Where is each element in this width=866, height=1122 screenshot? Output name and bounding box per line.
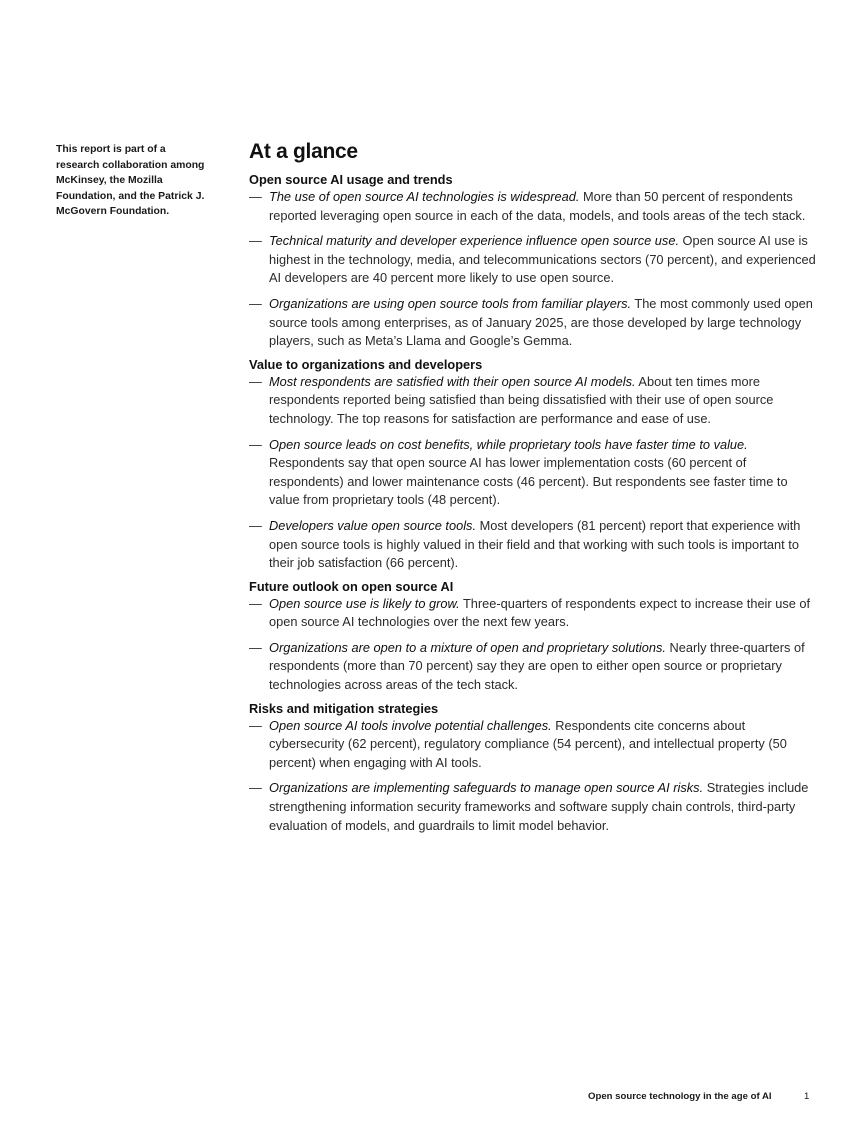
item-lead: Organizations are implementing safeguards to manage open source AI risks. (269, 780, 704, 796)
list-item (249, 639, 819, 695)
em-dash-bullet-icon: — (249, 717, 262, 733)
section-heading: Value to organizations and developers (249, 356, 483, 372)
em-dash-bullet-icon: — (249, 639, 262, 655)
item-text: Respondents say that open source AI has lower implementation costs (60 percent of respondents) and lower maintenance costs (46 percent). But respondents see faster time to value from proprietary tools (48 percent). (269, 455, 788, 508)
section-future-outlook (249, 578, 819, 695)
em-dash-bullet-icon: — (249, 595, 262, 611)
list-item (249, 188, 819, 225)
item-lead: Open source leads on cost benefits, while proprietary tools have faster time to value. (269, 436, 748, 452)
list-item (249, 373, 819, 429)
item-lead: Most respondents are satisfied with their open source AI models. (269, 373, 636, 389)
page-title: At a glance (249, 140, 358, 163)
bullet-list (249, 717, 819, 836)
section-risks (249, 700, 819, 836)
bullet-list (249, 595, 819, 695)
list-item (249, 436, 819, 510)
item-lead: Open source AI tools involve potential challenges. (269, 717, 552, 733)
item-lead: Organizations are open to a mixture of open and proprietary solutions. (269, 639, 666, 655)
list-item (249, 717, 819, 773)
list-item (249, 295, 819, 351)
list-item (249, 517, 819, 573)
section-heading: Future outlook on open source AI (249, 578, 454, 594)
bullet-list (249, 373, 819, 573)
footer-title: Open source technology in the age of AI (588, 1091, 772, 1102)
item-lead: Technical maturity and developer experience influence open source use. (269, 233, 679, 249)
item-text: More than 50 percent of respondents reported leveraging open source in each of the data, models, and tools areas of the tech stack. (269, 189, 806, 223)
item-text: Nearly three-quarters of respondents (more than 70 percent) say they are open to either open source or proprietary technologies across areas of the tech stack. (269, 639, 805, 693)
section-value (249, 356, 819, 573)
em-dash-bullet-icon: — (249, 295, 262, 311)
item-lead: Open source use is likely to grow. (269, 595, 460, 611)
sidenote: This report is part of a research collaboration among McKinsey, the Mozilla Foundation, and the Patrick J. McGovern Foundation. (56, 144, 205, 217)
list-item (249, 779, 819, 835)
item-lead: The use of open source AI technologies is widespread. (269, 189, 580, 204)
item-text: Strategies include strengthening information security frameworks and software supply chain controls, third-party evaluation of models, and guardrails to limit model behavior. (269, 780, 809, 833)
main-content (249, 139, 819, 840)
item-text: About ten times more respondents reported being satisfied than being dissatisfied with their use of open source technology. The top reasons for satisfaction are performance and ease of use. (269, 373, 774, 426)
em-dash-bullet-icon: — (249, 517, 262, 533)
section-heading: Risks and mitigation strategies (249, 700, 439, 716)
item-text: Open source AI use is highest in the technology, media, and telecommunications sectors (70 percent), and experienced AI developers are 40 percent more likely to use open source. (269, 233, 816, 286)
item-text: Respondents cite concerns about cybersecurity (62 percent), regulatory compliance (54 percent), and intellectual property (50 percent) when engaging with AI tools. (269, 717, 787, 770)
bullet-list (249, 188, 819, 351)
em-dash-bullet-icon: — (249, 233, 262, 249)
item-text: Most developers (81 percent) report that experience with open source tools is highly valued in their field and that working with such tools is important to their job satisfaction (66 percent). (269, 517, 801, 571)
item-text: Three-quarters of respondents expect to increase their use of open source AI technologies over the next few years. (269, 595, 811, 630)
section-heading: Open source AI usage and trends (249, 172, 453, 187)
page-number: 1 (804, 1091, 810, 1102)
list-item (249, 232, 819, 288)
item-lead: Organizations are using open source tools from familiar players. (269, 295, 632, 311)
section-usage-trends (249, 171, 819, 351)
em-dash-bullet-icon: — (249, 780, 262, 796)
em-dash-bullet-icon: — (249, 373, 262, 389)
item-lead: Developers value open source tools. (269, 517, 477, 533)
item-text: The most commonly used open source tools among enterprises, as of January 2025, are those developed by large technology players, such as Meta’s Llama and Google’s Gemma. (269, 295, 813, 349)
em-dash-bullet-icon: — (249, 436, 262, 452)
list-item (249, 595, 819, 632)
em-dash-bullet-icon: — (249, 189, 262, 204)
